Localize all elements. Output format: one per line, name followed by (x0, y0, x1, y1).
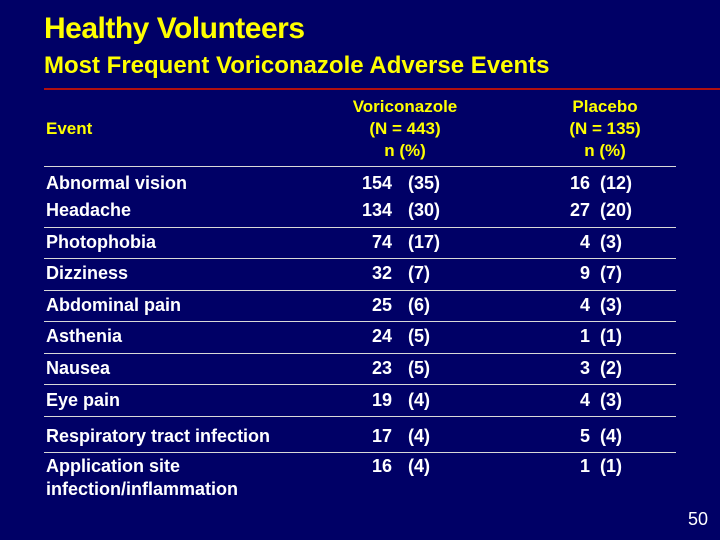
slide-subtitle: Most Frequent Voriconazole Adverse Events (44, 52, 550, 79)
event-name (46, 425, 270, 448)
placebo-count: 9 (579, 263, 590, 283)
vori-count: 23 (371, 358, 392, 378)
header-vori-line-2: (N = 443) (369, 119, 441, 138)
vori-percent: (17) (408, 232, 441, 252)
event-name-line: Dizziness (46, 263, 129, 283)
vori-percent: (4) (408, 390, 430, 410)
title-divider (44, 88, 720, 90)
row-separator (44, 166, 676, 167)
event-name (46, 325, 122, 348)
header-vori-line-3: n (%) (384, 141, 426, 160)
row-separator (44, 416, 676, 417)
row-separator (44, 258, 676, 259)
event-name-line: Asthenia (46, 326, 123, 346)
row-separator (44, 384, 676, 385)
row-separator (44, 321, 676, 322)
event-name-line: Headache (46, 200, 132, 220)
header-vori-line-1: Voriconazole (352, 97, 458, 116)
vori-percent: (30) (408, 200, 441, 220)
event-name-line: Abnormal vision (46, 173, 188, 193)
header-placebo-line-2: (N = 135) (569, 119, 641, 138)
event-name-line: Eye pain (46, 390, 121, 410)
placebo-count: 4 (579, 295, 590, 315)
event-name-line: Photophobia (46, 232, 156, 252)
placebo-percent: (4) (600, 426, 622, 446)
placebo-count: 1 (579, 456, 590, 476)
vori-count: 134 (361, 200, 392, 220)
placebo-percent: (12) (600, 173, 633, 193)
event-name-line: Respiratory tract infection (46, 426, 271, 446)
row-separator (44, 353, 676, 354)
vori-count: 16 (371, 456, 392, 476)
placebo-count: 27 (569, 200, 590, 220)
event-name-line: Abdominal pain (46, 295, 181, 315)
event-name (46, 357, 110, 380)
vori-percent: (7) (408, 263, 430, 283)
header-placebo (530, 96, 680, 162)
event-name (46, 294, 181, 317)
row-separator (44, 227, 676, 228)
page-number: 50 (687, 509, 708, 529)
event-name (46, 262, 128, 285)
header-voriconazole (325, 96, 485, 162)
placebo-percent: (1) (600, 456, 622, 476)
header-event (46, 118, 92, 140)
event-name (46, 455, 238, 501)
placebo-percent: (1) (600, 326, 622, 346)
vori-count: 32 (371, 263, 392, 283)
event-name-line: Application site (46, 456, 181, 476)
row-separator (44, 290, 676, 291)
placebo-count: 5 (579, 426, 590, 446)
vori-count: 19 (371, 390, 392, 410)
vori-percent: (5) (408, 326, 430, 346)
event-name (46, 389, 120, 412)
vori-count: 74 (371, 232, 392, 252)
vori-percent: (4) (408, 426, 430, 446)
placebo-count: 3 (579, 358, 590, 378)
row-separator (44, 452, 676, 453)
slide-title: Healthy Volunteers (44, 12, 305, 45)
placebo-percent: (3) (600, 232, 622, 252)
placebo-percent: (20) (600, 200, 633, 220)
vori-count: 17 (371, 426, 392, 446)
event-name (46, 231, 156, 254)
placebo-count: 4 (579, 232, 590, 252)
placebo-percent: (3) (600, 390, 622, 410)
placebo-percent: (7) (600, 263, 622, 283)
vori-percent: (4) (408, 456, 430, 476)
vori-percent: (5) (408, 358, 430, 378)
event-name (46, 172, 187, 195)
header-event-label: Event (46, 119, 93, 138)
placebo-count: 1 (579, 326, 590, 346)
vori-count: 25 (371, 295, 392, 315)
placebo-count: 16 (569, 173, 590, 193)
vori-percent: (6) (408, 295, 430, 315)
event-name-line: Nausea (46, 358, 111, 378)
vori-count: 154 (361, 173, 392, 193)
placebo-count: 4 (579, 390, 590, 410)
header-placebo-line-3: n (%) (584, 141, 626, 160)
event-name (46, 199, 131, 222)
vori-percent: (35) (408, 173, 441, 193)
vori-count: 24 (371, 326, 392, 346)
placebo-percent: (3) (600, 295, 622, 315)
event-name-line: infection/inflammation (46, 479, 239, 499)
placebo-percent: (2) (600, 358, 622, 378)
header-placebo-line-1: Placebo (572, 97, 638, 116)
